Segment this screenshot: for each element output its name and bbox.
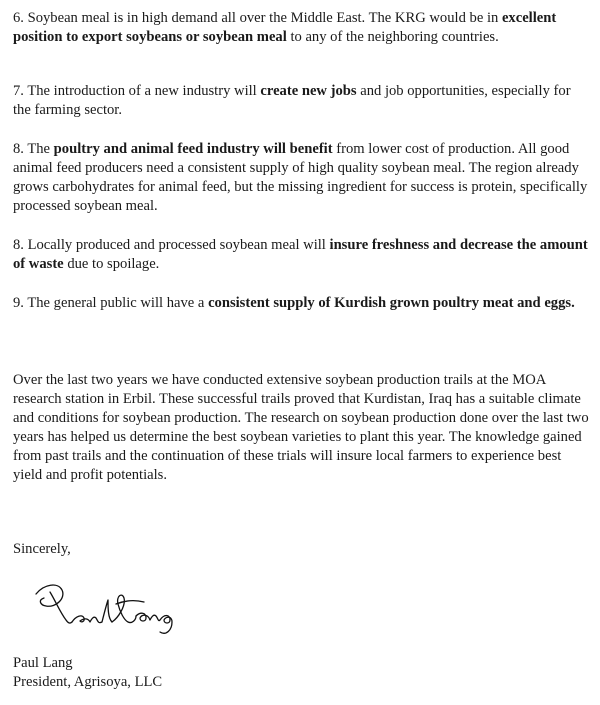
paragraph-9-bold: consistent supply of Kurdish grown poultry meat and eggs.	[208, 295, 575, 311]
handwritten-signature	[32, 578, 182, 638]
paragraph-8-poultry	[13, 140, 591, 216]
paragraph-9	[13, 294, 591, 313]
paragraph-8-freshness-bold: insure freshness and decrease the amount of waste	[13, 237, 588, 272]
signer-title: President, Agrisoya, LLC	[13, 674, 163, 690]
paragraph-7-bold: create new jobs	[260, 83, 357, 99]
paragraph-6-pre: 6. Soybean meal is in high demand all over the Middle East. The KRG would be in	[13, 10, 502, 26]
closing-salutation: Sincerely,	[13, 541, 71, 557]
paragraph-8-freshness	[13, 236, 591, 274]
paragraph-8-poultry-post: from lower cost of production. All good animal feed producers need a consistent supply of high quality soybean meal. The region already grows carbohydrates for animal feed, but the missing ingredient for success is protein, specifically processed soybean meal.	[13, 141, 588, 214]
paragraph-8-freshness-post: due to spoilage.	[63, 256, 160, 272]
paragraph-6	[13, 9, 591, 47]
paragraph-7-pre: 7. The introduction of a new industry will	[13, 83, 261, 99]
paragraph-7	[13, 82, 591, 120]
paragraph-research-summary: Over the last two years we have conducted extensive soybean production trails at the MOA research station in Erbil. These successful trails proved that Kurdistan, Iraq has a suitable climate and conditions for soybean production. The research on soybean production done over the last two years has helped us determine the best soybean varieties to plant this year. The knowledge gained from past trails and the continuation of these trials will insure local farmers to experience best yield and profit potentials.	[13, 372, 589, 483]
paragraph-9-pre: 9. The general public will have a	[13, 295, 209, 311]
paragraph-8-poultry-bold: poultry and animal feed industry will benefit	[53, 141, 333, 157]
paragraph-8-freshness-pre: 8. Locally produced and processed soybean meal will	[13, 237, 330, 253]
paragraph-7-post: and job opportunities, especially for the farming sector.	[13, 83, 571, 118]
paragraph-6-bold: excellent position to export soybeans or soybean meal	[13, 10, 557, 45]
paragraph-6-post: to any of the neighboring countries.	[286, 29, 499, 45]
paragraph-8-poultry-pre: 8. The	[13, 141, 54, 157]
signer-name: Paul Lang	[13, 655, 73, 671]
